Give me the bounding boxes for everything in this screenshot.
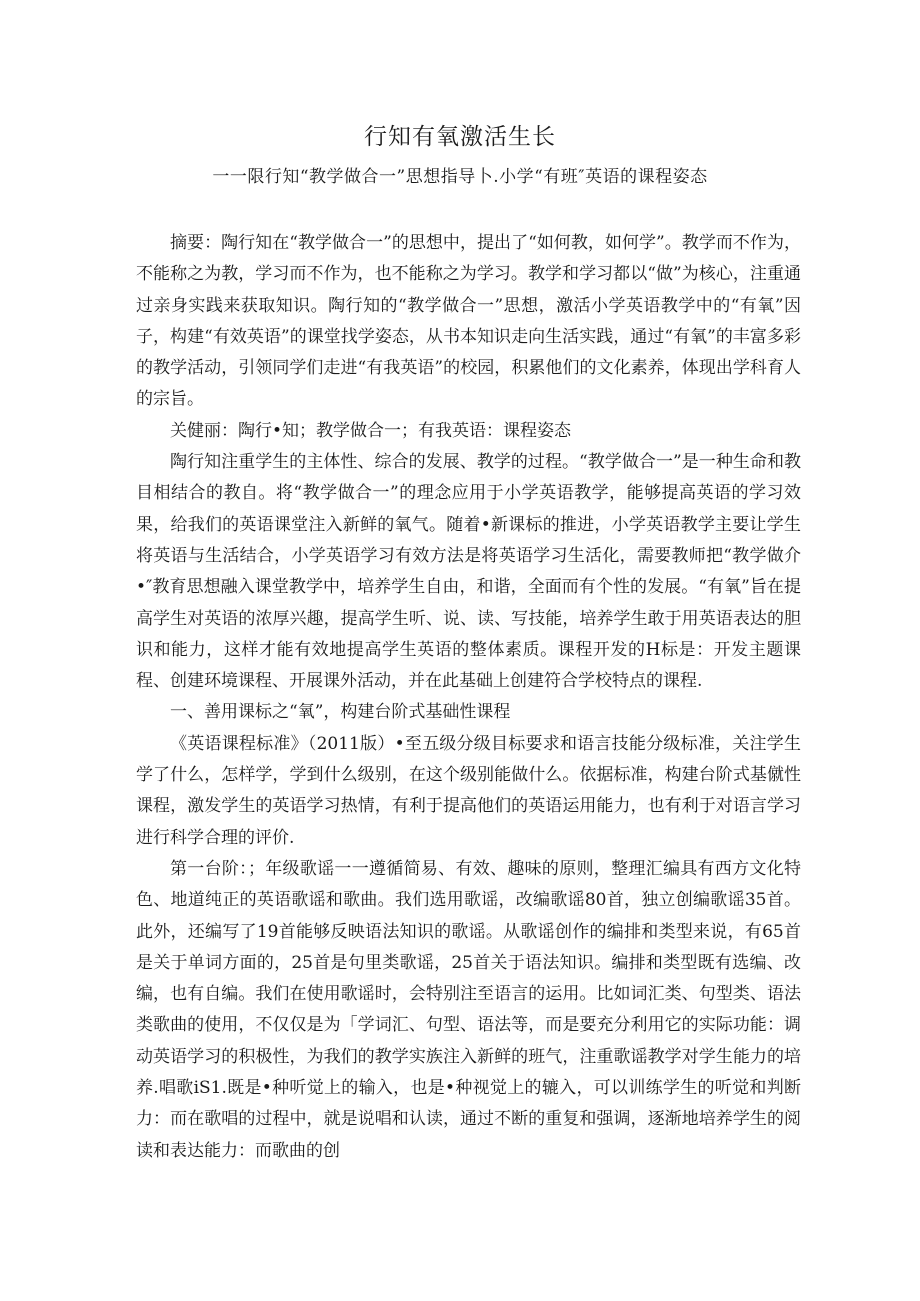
first-step-paragraph: 第一台阶：；年级歌谣一一遵循简易、有效、趣味的原则，整理汇编具有西方文化特色、地道纯正的英语歌谣和歌曲。我们选用歌谣，改编歌谣80首，独立创编歌谣35首。此外，还编写了19首能够反映语法知识的歌谣。从歌谣创作的编排和类型来说，有65首是关于单词方面的，25首是句里类歌谣，25首关于语法知识。编排和类型既有选编、改编，也有自编。我们在使用歌谣时，会特别注至语言的运用。比如词汇类、句型类、语法类歌曲的使用，不仅仅是为「学词汇、句型、语法等，而是要充分利用它的实际功能：调动英语学习的积极性，为我们的教学实族注入新鲜的班气，注重歌谣教学对学生能力的培养.唱歌iS1.既是•种听觉上的输入，也是•种视觉上的辘入，可以训练学生的听觉和判断力：而在歌唱的过程中，就是说唱和认读，通过不断的重复和强调，逐渐地培养学生的阅读和表达能力：而歌曲的创 [136,858,801,1161]
keywords-paragraph: 关健丽：陶行•知；教学做合一；有我英语：课程姿态 [170,420,572,441]
document-subtitle: 一一限行知“教学做合一”思想指导卜.小学“有班″英语的课程姿态 [212,167,708,187]
document-body [136,228,801,1167]
standard-paragraph: 《英语课程标准》（2011版）•至五级分级目标要求和语言技能分级标准，关注学生学了什么，怎样学，学到什么级别，在这个级别能做什么。依据标准，构建台阶式基僦性课程，激发学生的英语学习热情，有利于提高他们的英语运用能力，也有利于对语言学习进行科学合理的评价. [136,733,801,848]
intro-paragraph: 陶行知注重学生的主体性、综合的发展、教学的过程。“教学做合一”是一种生命和教目相结合的教自。将“教学做合一”的理念应用于小学英语教学，能够提高英语的学习效果，给我们的英语课堂注入新鲜的氧气。随着•新课标的推进，小学英语教学主要让学生将英语与生活结合，小学英语学习有效方法是将英语学习生活化，需要教师把“教学做介•″教育思想融入课堂教学中，培养学生自由，和谐，全面而有个性的发展。“有氧”旨在提高学生对英语的浓厚兴趣，提高学生听、说、读、写技能，培养学生敢于用英语表达的胆识和能力，这样才能有效地提高学生英语的整体素质。课程开发的H标是：开发主题课程、创建环境课程、开展课外活动，并在此基础上创建符合学校特点的课程. [136,452,801,692]
abstract-paragraph: 摘要：陶行知在“教学做合一”的思想中，提出了“如何教，如何学”。教学而不作为，不能称之为教，学习而不作为，也不能称之为学习。教学和学习都以“做”为核心，注重通过亲身实践来获取知识。陶行知的“教学做合一”思想，激活小学英语教学中的“有氧”因子，构建“有效英语”的课堂找学姿态，从书本知识走向生活实践，通过“有氧”的丰富多彩的教学活动，引领同学们走进“有我英语”的校园，积累他们的文化素养，体现出学科育人的宗旨。 [136,233,801,410]
section-heading: 一、善用课标之“氧”，构建台阶式基础性课程 [170,702,511,723]
document-title: 行知有氧激活生长 [364,124,556,150]
